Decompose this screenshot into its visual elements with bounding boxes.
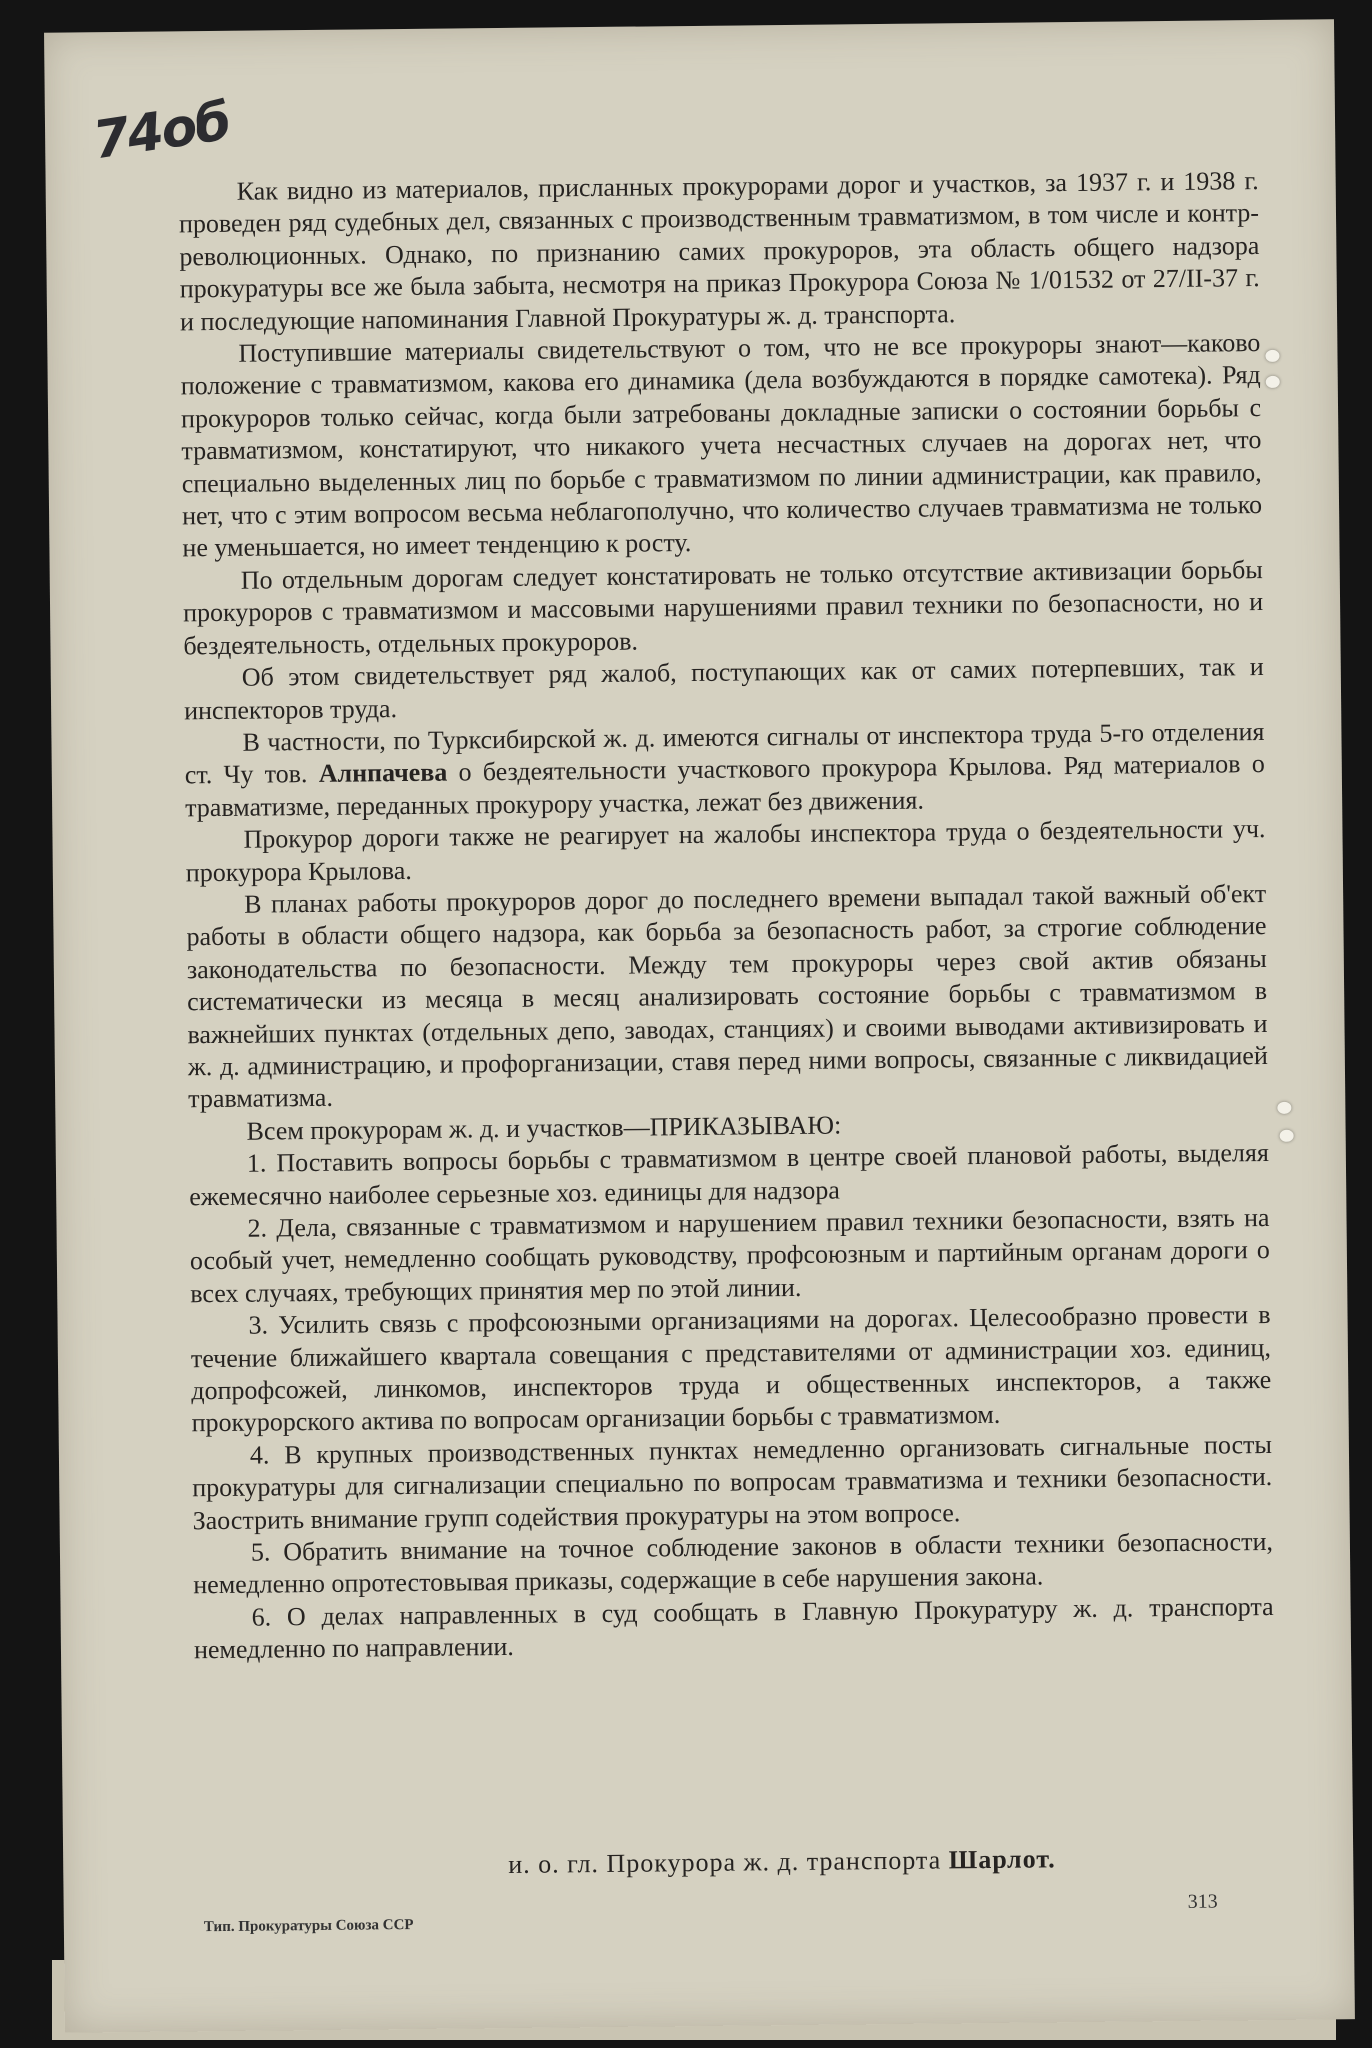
paragraph: В планах работы прокуроров дорог до последнего времени выпадал такой важный об'ект работы в области общего надзора, как борьба за безопасность работ, за строгие соблюдение законодательства по безопасности. Между тем прокуроры через свой актив обязаны систематически из месяца в месяц анализировать состояние борьбы с травматизмом в важнейших пунктах (отдельных депо, заводах, станциях) и своими выводами активизировать и ж. д. администрацию, и профорганизации, ставя перед ними вопросы, связанные с ликвидацией травматизма. [186, 878, 1268, 1114]
text-span: о бездеятельности участкового прокурора Крылова. Ряд материалов о травматизме, переданных прокурору участка, лежат без движения. [185, 749, 1265, 823]
paragraph: Как видно из материалов, присланных прокурорами дорог и участков, за 1937 г. и 1938 г. проведен ряд судебных дел, связанных с производственным травматизмом, в том числе и контр-революционных. Однако, по признанию самих прокуроров, эта область общего надзора прокуратуры все же была забыта, несмотря на приказ Прокурора Союза № 1/01532 от 27/II-37 г. и последующие напоминания Главной Прокуратуры ж. д. транспорта. [178, 166, 1260, 336]
order-item: 2. Дела, связанные с травматизмом и нарушением правил техники безопасности, взять на особый учет, немедленно сообщать руководству, профсоюзным и партийным органам дороги о всех случаях, требующих принятия мер по этой линии. [189, 1202, 1271, 1309]
signature-line [508, 1842, 1308, 1880]
order-item: 1. Поставить вопросы борьбы с травматизмом в центре своей плановой работы, выделяя ежемесячно наиболее серьезные хоз. единицы для надзора [189, 1138, 1269, 1211]
punch-hole [1266, 376, 1280, 388]
archive-folio-number: 74об [89, 91, 234, 172]
printer-imprint: Тип. Прокуратуры Союза ССР [203, 1916, 414, 1936]
text-span: В частности, по Турксибирской ж. д. имеются сигналы от инспектора труда 5-го отделения ст. Чу тов. [184, 716, 1265, 790]
signer-title: и. о. гл. Прокурора ж. д. транспорта [508, 1845, 949, 1879]
paragraph: Поступившие материалы свидетельствуют о том, что не все прокуроры знают—каково положение с травматизмом, какова его динамика (дела возбуждаются в порядке самотека). Ряд прокуроров только сейчас, когда были затребованы докладные записки о состоянии борьбы с травматизмом, констатируют, что никакого учета несчастных случаев на дорогах нет, что специально выделенных лиц по борьбе с травматизмом по линии администрации, как правило, нет, что с этим вопросом весьма неблагополучно, что количество случаев травматизма не только не уменьшается, но имеет тенденцию к росту. [180, 328, 1263, 563]
signer-name: Шарлот. [948, 1844, 1056, 1875]
order-item: 3. Усилить связь с профсоюзными организациями на дорогах. Целесообразно провести в течение ближайшего квартала совещания с представителями от администрации хоз. единиц, допрофсожей, линкомов, инспекторов труда и общественных инспекторов, а также прокурорского актива по вопросам организации борьбы с травматизмом. [190, 1300, 1272, 1438]
order-item: 6. О делах направленных в суд сообщать в Главную Прокуратуру ж. д. транспорта немедленно по направлении. [193, 1591, 1274, 1665]
person-name: Алнпачева [318, 757, 448, 789]
document-body [179, 165, 1275, 1667]
punch-hole [1280, 1130, 1294, 1142]
paragraph: Об этом свидетельствует ряд жалоб, поступающих как от самих потерпевших, так и инспекторов труда. [183, 652, 1264, 725]
order-heading: Всем прокурорам ж. д. и участков—ПРИКАЗЫВАЮ: [246, 1110, 842, 1146]
paragraph: По отдельным дорогам следует констатировать не только отсутствие активизации борьбы прокуроров с травматизмом и массовыми нарушениями правил техники по безопасности, но и бездеятельность, отдельных прокуроров. [182, 554, 1264, 661]
paragraph-alnpachev [184, 716, 1265, 825]
punch-hole [1265, 350, 1279, 362]
page-number: 313 [1187, 1890, 1218, 1913]
document-page [44, 19, 1355, 2032]
order-item: 4. В крупных производственных пунктах немедленно организовать сигнальные посты прокуратуры для сигнализации специально по вопросам травматизма и техники безопасности. Заострить внимание групп содействия прокуратуры на этом вопросе. [192, 1429, 1273, 1535]
paragraph: Прокурор дороги также не реагирует на жалобы инспектора труда о бездеятельности уч. прокурора Крылова. [185, 814, 1266, 887]
order-item: 5. Обратить внимание на точное соблюдение законов в области техники безопасности, немедленно опротестовывая приказы, содержащие в себе нарушения закона. [193, 1527, 1274, 1600]
punch-hole [1277, 1102, 1291, 1114]
